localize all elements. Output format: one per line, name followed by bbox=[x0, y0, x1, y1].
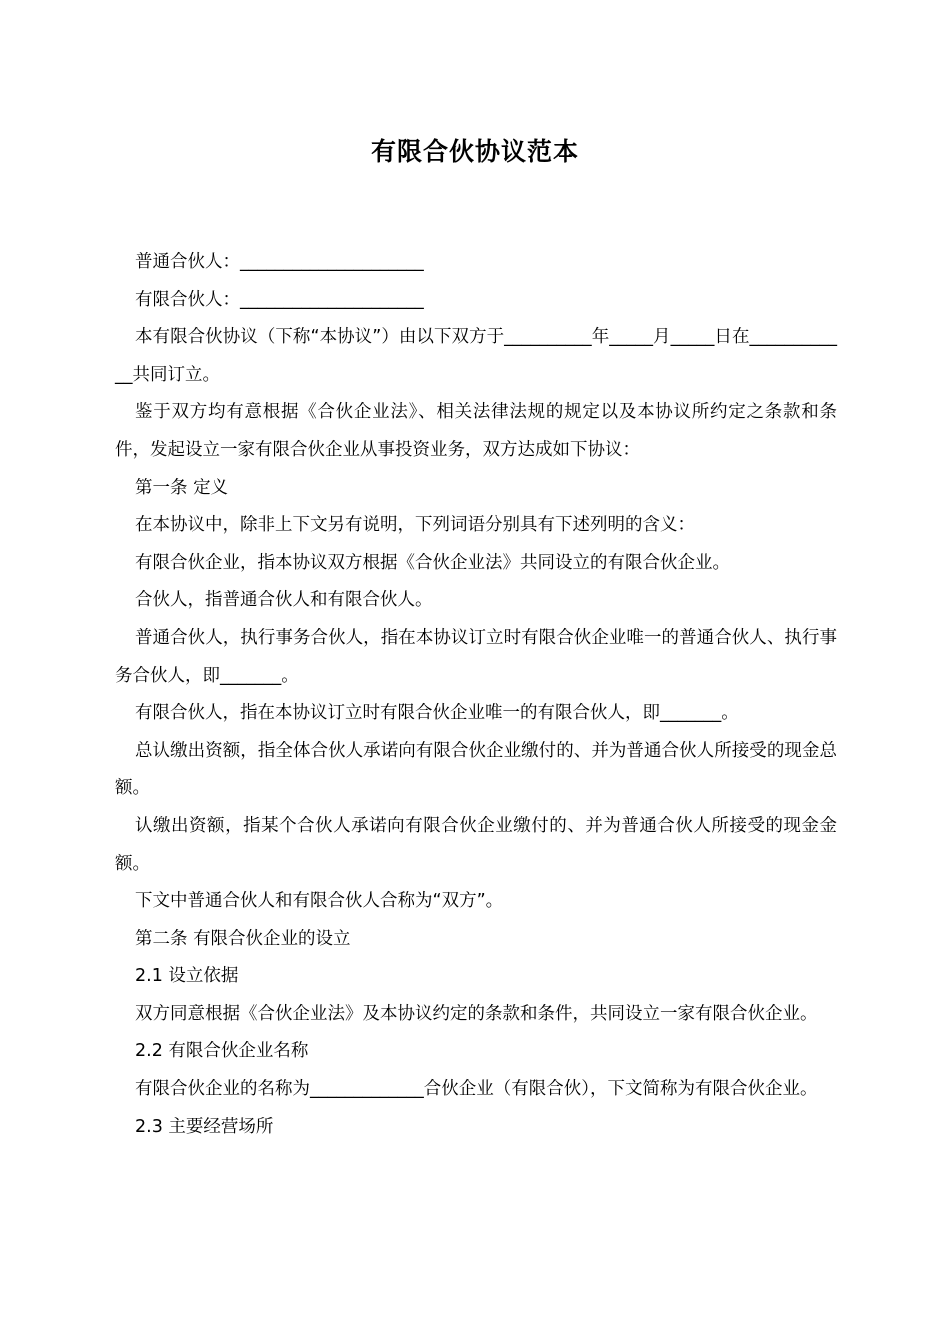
paragraph-definitions-intro: 在本协议中，除非上下文另有说明，下列词语分别具有下述列明的含义： bbox=[135, 515, 695, 536]
definition-subscribed-capital: 认缴出资额，指某个合伙人承诺向有限合伙企业缴付的、并为普通合伙人所接受的现金金额。 bbox=[115, 815, 837, 874]
definition-general-partner: 普通合伙人，执行事务合伙人，指在本协议订立时有限合伙企业唯一的普通合伙人、执行事务合伙人，即_______。 bbox=[115, 627, 837, 686]
definition-partner: 合伙人，指普通合伙人和有限合伙人。 bbox=[135, 590, 433, 611]
definition-parties: 下文中普通合伙人和有限合伙人合称为“双方”。 bbox=[135, 891, 504, 912]
paragraph-general-partner: 普通合伙人：_____________________ bbox=[135, 252, 424, 272]
article-1-heading: 第一条 定义 bbox=[135, 477, 229, 498]
paragraph-limited-partner: 有限合伙人：_____________________ bbox=[135, 289, 424, 310]
section-2-2-heading: 2.2 有限合伙企业名称 bbox=[135, 1041, 309, 1062]
section-2-1-heading: 2.1 设立依据 bbox=[135, 966, 239, 987]
section-2-3-heading: 2.3 主要经营场所 bbox=[135, 1116, 274, 1137]
section-2-1-body: 双方同意根据《合伙企业法》及本协议约定的条款和条件，共同设立一家有限合伙企业。 bbox=[135, 1003, 818, 1024]
document-title: 有限合伙协议范本 bbox=[370, 137, 579, 166]
document-body bbox=[115, 244, 837, 1146]
definition-limited-partnership: 有限合伙企业，指本协议双方根据《合伙企业法》共同设立的有限合伙企业。 bbox=[135, 552, 730, 573]
paragraph-agreement-date: 本有限合伙协议（下称“本协议”）由以下双方于__________年_____月_____日在____________共同订立。 bbox=[115, 327, 837, 385]
article-2-heading: 第二条 有限合伙企业的设立 bbox=[135, 928, 351, 949]
section-2-2-body: 有限合伙企业的名称为_____________合伙企业（有限合伙），下文简称为有限合伙企业。 bbox=[135, 1079, 818, 1100]
definition-total-subscribed-capital: 总认缴出资额，指全体合伙人承诺向有限合伙企业缴付的、并为普通合伙人所接受的现金总额。 bbox=[115, 740, 837, 799]
paragraph-recital: 鉴于双方均有意根据《合伙企业法》、相关法律法规的规定以及本协议所约定之条款和条件，发起设立一家有限合伙企业从事投资业务，双方达成如下协议： bbox=[115, 402, 837, 460]
definition-limited-partner: 有限合伙人，指在本协议订立时有限合伙企业唯一的有限合伙人，即_______。 bbox=[135, 703, 739, 724]
